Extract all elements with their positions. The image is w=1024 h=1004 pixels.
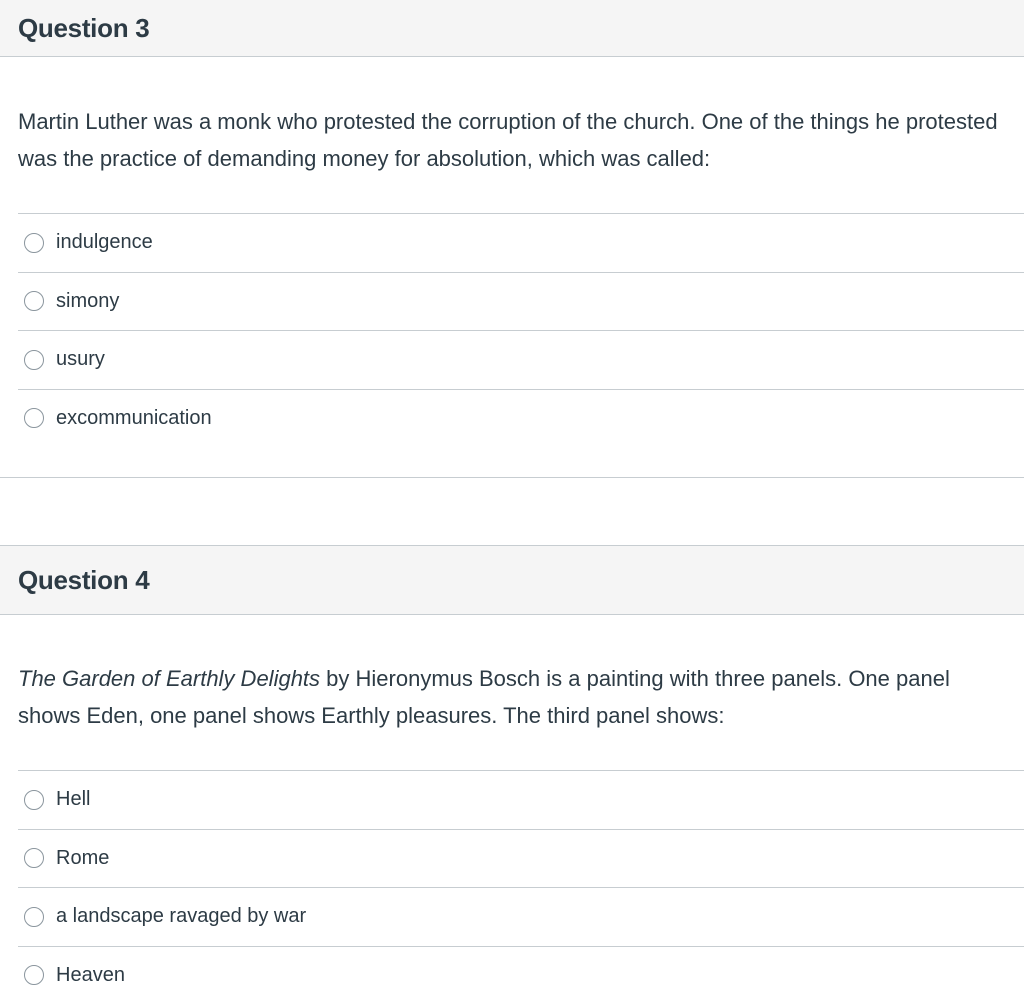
radio-button[interactable] (24, 848, 44, 868)
question-3-header (0, 0, 1024, 57)
question-3-text: Martin Luther was a monk who protested the corruption of the church. One of the things he protested was the practice of demanding money for absolution, which was called: (18, 103, 1018, 177)
question-4-text-body: by Hieronymus Bosch is a painting with three panels. One panel shows Eden, one panel shows Earthly pleasures. The third panel shows: (18, 666, 950, 728)
answer-option[interactable] (18, 272, 1024, 331)
answer-label[interactable]: excommunication (56, 407, 212, 430)
radio-button[interactable] (24, 233, 44, 253)
painting-title: The Garden of Earthly Delights (18, 666, 320, 691)
question-3-answers (18, 213, 1024, 447)
question-4-text (18, 660, 1018, 734)
answer-label[interactable]: Hell (56, 788, 90, 811)
answer-label[interactable]: indulgence (56, 231, 153, 254)
question-4-title: Question 4 (18, 565, 149, 596)
answer-option[interactable] (18, 389, 1024, 448)
radio-button[interactable] (24, 408, 44, 428)
answer-label[interactable]: a landscape ravaged by war (56, 905, 306, 928)
radio-button[interactable] (24, 291, 44, 311)
radio-button[interactable] (24, 965, 44, 985)
radio-button[interactable] (24, 907, 44, 927)
question-3-divider (0, 477, 1024, 478)
radio-button[interactable] (24, 350, 44, 370)
radio-button[interactable] (24, 790, 44, 810)
answer-option[interactable] (18, 829, 1024, 888)
answer-option[interactable] (18, 946, 1024, 1004)
answer-label[interactable]: Heaven (56, 964, 125, 987)
answer-option[interactable] (18, 213, 1024, 272)
question-3-title: Question 3 (18, 13, 149, 44)
question-4-answers (18, 770, 1024, 1004)
question-4-header (0, 545, 1024, 615)
answer-label[interactable]: simony (56, 290, 119, 313)
answer-option[interactable] (18, 887, 1024, 946)
answer-option[interactable] (18, 330, 1024, 389)
answer-option[interactable] (18, 770, 1024, 829)
answer-label[interactable]: Rome (56, 847, 109, 870)
answer-label[interactable]: usury (56, 348, 105, 371)
